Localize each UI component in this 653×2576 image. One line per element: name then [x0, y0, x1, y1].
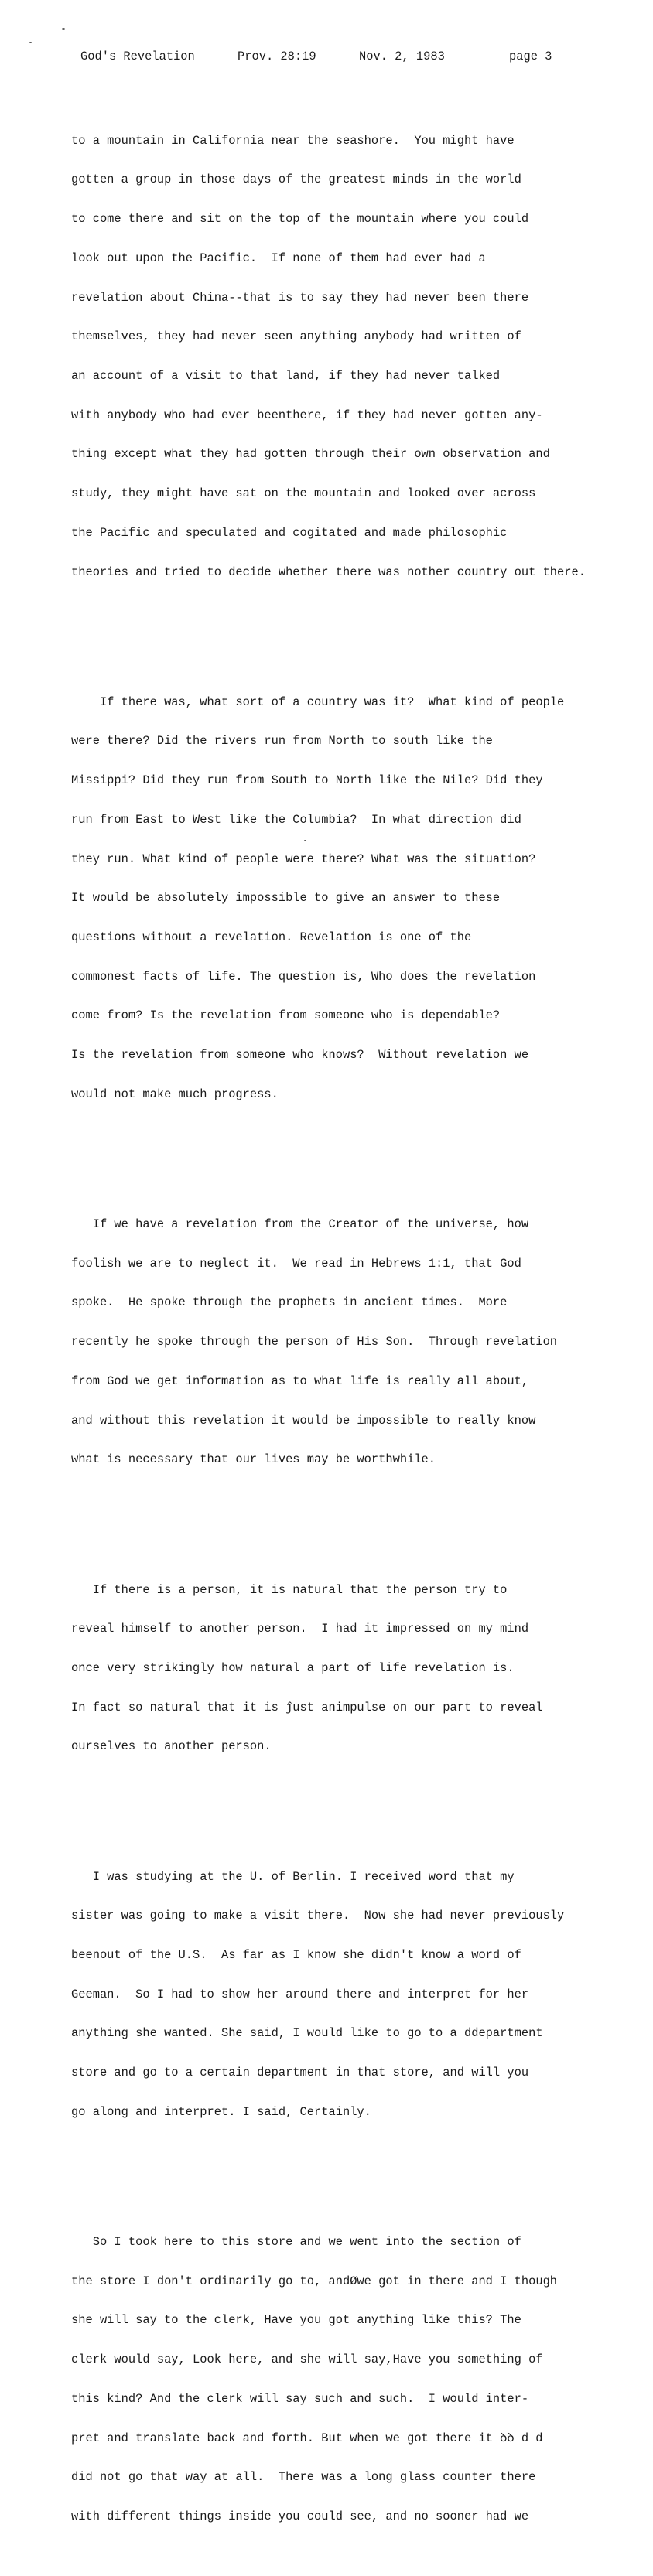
text-line: the store I don't ordinarily go to, andØwe got in there and I though — [71, 2274, 558, 2288]
paragraph-gap — [71, 631, 644, 643]
text-line: go along and interpret. I said, Certainly. — [71, 2104, 371, 2119]
text-line: themselves, they had never seen anything anybody had written of — [71, 329, 521, 344]
text-line: If there was, what sort of a country was it? What kind of people — [71, 694, 565, 709]
text-line: look out upon the Pacific. If none of them had ever had a — [71, 251, 486, 265]
text-line: thing except what they had gotten through their own observation and — [71, 447, 550, 462]
text-line: sister was going to make a visit there. Now she had never previously — [71, 1909, 565, 1923]
text-line: to come there and sit on the top of the mountain where you could — [71, 212, 529, 227]
paragraph — [71, 1558, 644, 1779]
paragraph-gap — [71, 2171, 644, 2183]
header-date: Nov. 2, 1983 — [359, 49, 445, 63]
text-line: beenout of the U.S. As far as I know she didn't know a word of — [71, 1947, 521, 1962]
text-line: I was studying at the U. of Berlin. I received word that my — [71, 1869, 515, 1884]
text-line: Geeman. So I had to show her around there and interpret for her — [71, 1987, 529, 2001]
paragraph-gap — [71, 1806, 644, 1818]
scan-speck — [29, 42, 32, 43]
page-header — [0, 49, 653, 65]
header-reference: Prov. 28:19 — [238, 49, 316, 63]
paragraph — [71, 108, 644, 605]
header-title: God's Revelation — [80, 49, 195, 63]
text-line: were there? Did the rivers run from North to south like the — [71, 734, 493, 749]
text-line: did not go that way at all. There was a long glass counter there — [71, 2470, 536, 2485]
body-text — [71, 82, 644, 2576]
paragraph-gap — [71, 1153, 644, 1165]
text-line: It would be absolutely impossible to give an answer to these — [71, 891, 501, 906]
text-line: If we have a revelation from the Creator of the universe, how — [71, 1217, 529, 1232]
text-line: store and go to a certain department in that store, and will you — [71, 2066, 529, 2080]
text-line: If there is a person, it is natural that the person try to — [71, 1582, 508, 1597]
text-line: with different things inside you could see, and no sooner had we — [71, 2509, 529, 2524]
text-line: they run. What kind of people were there? What was the situation? — [71, 851, 536, 866]
text-line: study, they might have sat on the mountain and looked over across — [71, 486, 536, 501]
text-line: this kind? And the clerk will say such and such. I would inter- — [71, 2391, 529, 2406]
text-line: Is the revelation from someone who knows? Without revelation we — [71, 1048, 529, 1063]
paragraph-gap — [71, 1519, 644, 1531]
text-line: clerk would say, Look here, and she will say,Have you something of — [71, 2353, 543, 2367]
text-line: theories and tried to decide whether there was nother country out there. — [71, 565, 586, 579]
paragraph — [71, 1844, 644, 2145]
paragraph — [71, 2209, 644, 2550]
text-line: questions without a revelation. Revelation is one of the — [71, 930, 472, 944]
header-page-number: page 3 — [509, 49, 552, 63]
text-line: from God we get information as to what life is really all about, — [71, 1373, 529, 1388]
text-line: and without this revelation it would be impossible to really know — [71, 1413, 536, 1428]
text-line: ourselves to another person. — [71, 1739, 272, 1754]
text-line: an account of a visit to that land, if they had never talked — [71, 368, 501, 383]
text-line: pret and translate back and forth. But when we got there it ꝺꝺ d d — [71, 2431, 543, 2445]
text-line: So I took here to this store and we went into the section of — [71, 2235, 521, 2249]
text-line: commonest facts of life. The question is, Who does the revelation — [71, 969, 536, 984]
text-line: revelation about China--that is to say they had never been there — [71, 290, 529, 305]
text-line: with anybody who had ever beenthere, if they had never gotten any- — [71, 408, 543, 422]
text-line: run from East to West like the Columbia? In what direction did — [71, 812, 521, 827]
text-line: the Pacific and speculated and cogitated and made philosophic — [71, 525, 508, 540]
text-line: spoke. He spoke through the prophets in ancient times. More — [71, 1295, 508, 1310]
text-line: anything she wanted. She said, I would like to go to a ddepartment — [71, 2026, 543, 2041]
text-line: she will say to the clerk, Have you got anything like this? The — [71, 2313, 521, 2328]
text-line: In fact so natural that it is ĵust animpulse on our part to reveal — [71, 1700, 543, 1714]
text-line: foolish we are to neglect it. We read in Hebrews 1:1, that God — [71, 1256, 521, 1271]
text-line: to a mountain in California near the seashore. You might have — [71, 133, 515, 148]
text-line: recently he spoke through the person of His Son. Through revelation — [71, 1335, 558, 1349]
text-line: gotten a group in those days of the greatest minds in the world — [71, 172, 521, 187]
text-line: come from? Is the revelation from someone who is dependable? — [71, 1008, 501, 1023]
text-line: once very strikingly how natural a part of life revelation is. — [71, 1660, 515, 1675]
paragraph — [71, 1192, 644, 1493]
text-line: what is necessary that our lives may be worthwhile. — [71, 1452, 436, 1467]
text-line: would not make much progress. — [71, 1087, 279, 1101]
scan-speck — [62, 28, 65, 30]
text-line: reveal himself to another person. I had it impressed on my mind — [71, 1622, 529, 1636]
paragraph — [71, 670, 644, 1128]
text-line: Missippi? Did they run from South to North like the Nile? Did they — [71, 773, 543, 788]
